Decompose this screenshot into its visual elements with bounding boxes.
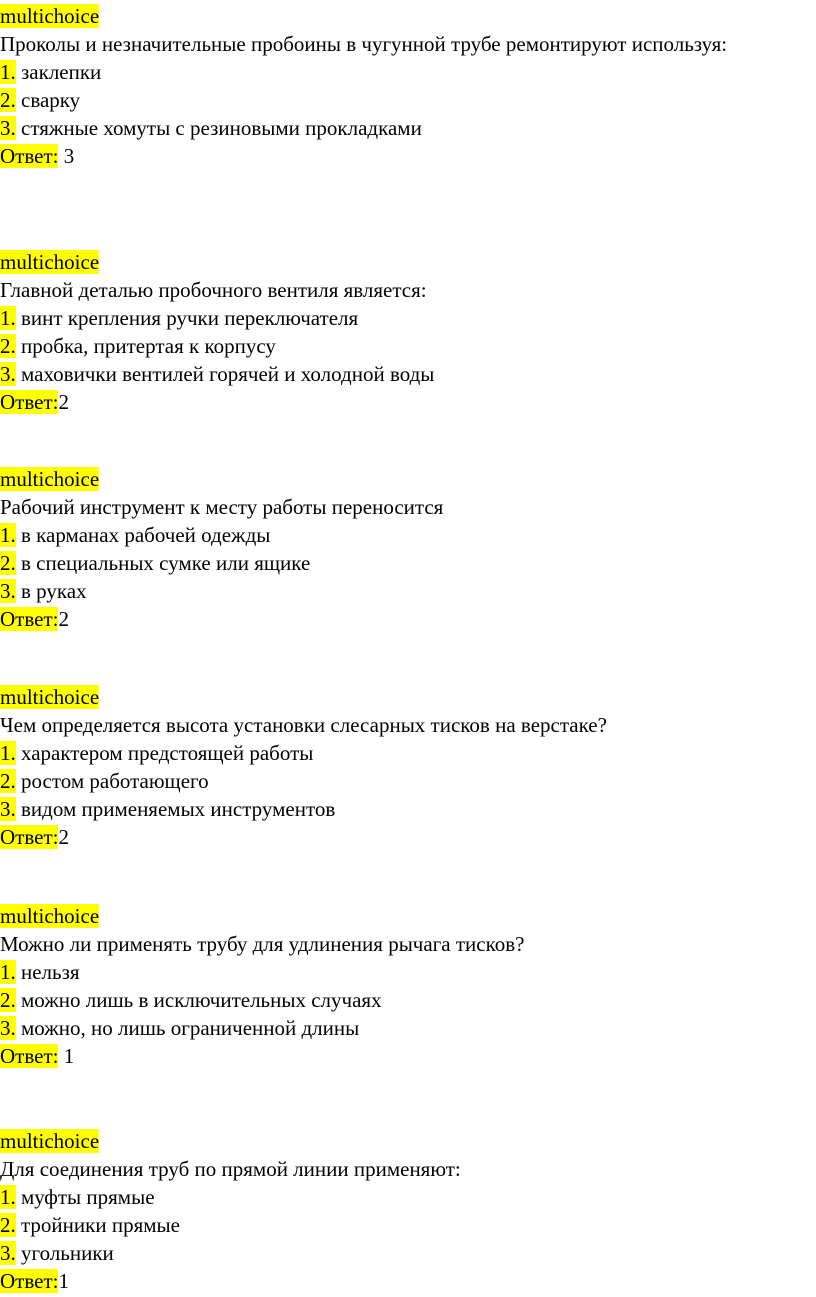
option-text: можно лишь в исключительных случаях (21, 988, 382, 1012)
option-text: пробка, притертая к корпусу (21, 334, 276, 358)
option-item (0, 739, 816, 767)
question-text: Главной деталью пробочного вентиля является: (0, 278, 427, 302)
answer-line (0, 605, 816, 633)
option-text: ростом работающего (21, 769, 209, 793)
answer-line (0, 823, 816, 851)
option-number: 2. (0, 88, 16, 112)
option-item (0, 332, 816, 360)
option-number: 1. (0, 960, 16, 984)
option-item (0, 58, 816, 86)
option-text: тройники прямые (21, 1213, 180, 1237)
option-item (0, 958, 816, 986)
answer-label: Ответ: (0, 144, 59, 168)
answer-line (0, 1042, 816, 1070)
option-item (0, 549, 816, 577)
question-type-tag: multichoice (0, 467, 100, 491)
option-text: можно, но лишь ограниченной длины (21, 1016, 360, 1040)
option-text: сварку (21, 88, 81, 112)
answer-label: Ответ: (0, 390, 59, 414)
answer-line (0, 142, 816, 170)
answer-value: 2 (58, 825, 69, 849)
option-item (0, 521, 816, 549)
option-number: 2. (0, 988, 16, 1012)
question-type-tag: multichoice (0, 1129, 100, 1153)
option-text: заклепки (21, 60, 102, 84)
question-type-tag: multichoice (0, 904, 100, 928)
option-number: 3. (0, 797, 16, 821)
option-text: в карманах рабочей одежды (21, 523, 271, 547)
option-number: 2. (0, 551, 16, 575)
answer-line (0, 1267, 816, 1295)
answer-value: 1 (58, 1269, 69, 1293)
option-number: 3. (0, 1016, 16, 1040)
question-text: Проколы и незначительные пробоины в чугунной трубе ремонтируют используя: (0, 32, 728, 56)
option-number: 1. (0, 306, 16, 330)
option-item (0, 114, 816, 142)
option-number: 3. (0, 579, 16, 603)
option-item (0, 86, 816, 114)
question-text: Рабочий инструмент к месту работы переносится (0, 495, 444, 519)
answer-label: Ответ: (0, 1044, 59, 1068)
question-block (0, 902, 816, 1070)
option-number: 1. (0, 1185, 16, 1209)
answer-value: 3 (58, 144, 75, 168)
option-number: 1. (0, 523, 16, 547)
option-text: видом применяемых инструментов (21, 797, 336, 821)
question-block (0, 1127, 816, 1295)
question-block (0, 2, 816, 170)
option-item (0, 1211, 816, 1239)
option-number: 2. (0, 334, 16, 358)
question-block (0, 465, 816, 633)
question-block (0, 683, 816, 851)
option-number: 1. (0, 741, 16, 765)
answer-label: Ответ: (0, 825, 59, 849)
question-text: Чем определяется высота установки слесарных тисков на верстаке? (0, 713, 607, 737)
option-number: 3. (0, 362, 16, 386)
option-item (0, 1239, 816, 1267)
option-text: нельзя (21, 960, 80, 984)
answer-label: Ответ: (0, 1269, 59, 1293)
option-item (0, 767, 816, 795)
answer-value: 2 (58, 607, 69, 631)
option-item (0, 795, 816, 823)
option-text: стяжные хомуты с резиновыми прокладками (21, 116, 422, 140)
question-block (0, 248, 816, 416)
option-text: характером предстоящей работы (21, 741, 314, 765)
option-number: 2. (0, 769, 16, 793)
answer-label: Ответ: (0, 607, 59, 631)
option-item (0, 986, 816, 1014)
question-text: Можно ли применять трубу для удлинения рычага тисков? (0, 932, 525, 956)
answer-value: 1 (58, 1044, 75, 1068)
question-type-tag: multichoice (0, 685, 100, 709)
option-text: угольники (21, 1241, 114, 1265)
option-number: 3. (0, 1241, 16, 1265)
option-item (0, 360, 816, 388)
question-text: Для соединения труб по прямой линии применяют: (0, 1157, 461, 1181)
option-text: маховички вентилей горячей и холодной воды (21, 362, 435, 386)
option-number: 1. (0, 60, 16, 84)
answer-line (0, 388, 816, 416)
option-item (0, 1014, 816, 1042)
option-number: 2. (0, 1213, 16, 1237)
option-item (0, 304, 816, 332)
option-text: в руках (21, 579, 87, 603)
option-text: в специальных сумке или ящике (21, 551, 311, 575)
answer-value: 2 (58, 390, 69, 414)
question-type-tag: multichoice (0, 250, 100, 274)
option-text: винт крепления ручки переключателя (21, 306, 359, 330)
option-item (0, 1183, 816, 1211)
option-text: муфты прямые (21, 1185, 155, 1209)
option-item (0, 577, 816, 605)
question-type-tag: multichoice (0, 4, 100, 28)
option-number: 3. (0, 116, 16, 140)
